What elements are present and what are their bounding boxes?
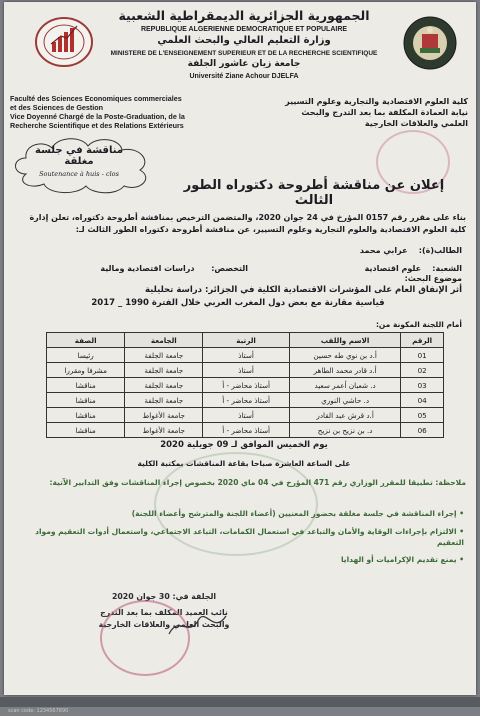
university-logo: [402, 16, 458, 70]
table-cell: جامعة الجلفة: [125, 378, 203, 393]
col-name-header: الاسم واللقب: [289, 333, 400, 348]
signature-line-2: والبحث العلمي والعلاقات الخارجية: [98, 620, 230, 629]
handwritten-signature: [164, 604, 234, 644]
jury-label: أمام اللجنة المكونة من:: [375, 320, 462, 329]
topic-line-1: أثر الإنفاق العام على المؤشرات الاقتصادية الكلية في الجزائر: دراسة تحليلية: [145, 285, 462, 295]
topic-line-2: قياسية مقارنة مع بعض دول المغرب العربي خلال الفترة 1990 _ 2017: [91, 298, 385, 308]
table-cell: أستاذ: [203, 363, 290, 378]
table-cell: 04: [401, 393, 444, 408]
table-cell: أستاذ محاضر - أ: [203, 423, 290, 438]
faculty-fr-line: Faculté des Sciences Economiques commerciales: [10, 94, 182, 103]
faculty-ar-line: العلمي والعلاقات الخارجية: [364, 119, 468, 128]
table-cell: جامعة الجلفة: [125, 393, 203, 408]
faculty-logo: [34, 16, 94, 68]
table-cell: أ.د قادر محمد الطاهر: [289, 363, 400, 378]
table-cell: أستاذ: [203, 408, 290, 423]
specialty-row: [100, 264, 248, 273]
signature-line-1: نائب العميد المكلف بما بعد التدرج: [100, 608, 228, 617]
topic-label: موضوع البحث:: [404, 274, 462, 283]
faculty-ar-line: كلية العلوم الاقتصادية والتجارية وعلوم التسيير: [285, 97, 468, 106]
scanner-footer: [0, 697, 480, 714]
table-cell: 05: [401, 408, 444, 423]
table-row: [47, 363, 444, 378]
ministry-arabic: وزارة التعليم العالي والبحث العلمي: [157, 35, 331, 46]
table-cell: 02: [401, 363, 444, 378]
specialty-label: التخصص:: [211, 264, 248, 273]
table-cell: أستاذ: [203, 348, 290, 363]
candidate-name: عرابي محمد: [359, 246, 408, 255]
table-cell: جامعة الجلفة: [125, 363, 203, 378]
specialty-value: دراسات اقتصادية ومالية: [100, 264, 195, 273]
table-cell: مناقشا: [47, 408, 125, 423]
republic-french: REPUBLIQUE ALGERIENNE DEMOCRATIQUE ET POPULAIRE: [140, 26, 348, 33]
table-cell: مناقشا: [47, 423, 125, 438]
university-french: Université Ziane Achour DJELFA: [189, 73, 299, 80]
table-row: [47, 408, 444, 423]
candidate-row: [360, 246, 462, 255]
faculty-fr-line: Recherche Scientifique et des Relations Extérieurs: [10, 121, 184, 130]
table-cell: د. شعبان أعمر سعيد: [289, 378, 400, 393]
table-cell: رئيسا: [47, 348, 125, 363]
document-page: [4, 2, 476, 695]
faculty-arabic-block: [238, 96, 468, 129]
table-cell: أ.د قرش عبد القادر: [289, 408, 400, 423]
cloud-text-arabic: مناقشة في جلسة مغلقة: [35, 145, 123, 167]
col-number-header: الرقم: [401, 333, 444, 348]
table-row: [47, 378, 444, 393]
branch-value: علوم اقتصادية: [364, 264, 422, 273]
table-cell: جامعة الجلفة: [125, 348, 203, 363]
table-cell: جامعة الأغواط: [125, 423, 203, 438]
measure-item: • الالتزام بإجراءات الوقاية والأمان والتباعد في استعمال الكمامات، التباعد الاجتماعي، واستعمال أدوات التعقيم ومواد التعقيم: [35, 527, 464, 547]
intro-paragraph: بناء على مقرر رقم 0157 المؤرخ في 24 جوان 2020، والمتضمن الترخيص بمناقشة أطروحة دكتوراه، تعلن إدارة كلية العلوم الاقتصادية والعلوم التجارية وعلوم التسيير، عن مناقشة أطروحة دكتوراه الطور الثالث لـ:: [29, 213, 466, 234]
faculty-ar-line: نيابة العمادة المكلفة بما بعد التدرج والبحث: [301, 108, 468, 117]
table-cell: أستاذ محاضر - أ: [203, 378, 290, 393]
table-cell: 06: [401, 423, 444, 438]
table-row: [47, 348, 444, 363]
candidate-label: الطالب(ة):: [418, 246, 462, 255]
col-university-header: الجامعة: [125, 333, 203, 348]
table-cell: مشرفا ومقررا: [47, 363, 125, 378]
measure-text: يمنع تقديم الإكراميات أو الهدايا: [340, 555, 457, 564]
measure-item: • إجراء المناقشة في جلسة مغلقة بحضور المعنيين (أعضاء اللجنة والمترشح وأعضاء اللجنة): [131, 509, 464, 518]
table-cell: 03: [401, 378, 444, 393]
table-cell: د. بن نزيح بن نزيح: [289, 423, 400, 438]
university-arabic: جامعة زيان عاشور الجلفة: [187, 59, 301, 69]
ministry-french: MINISTERE DE L'ENSEIGNEMENT SUPERIEUR ET DE LA RECHERCHE SCIENTIFIQUE: [110, 50, 378, 57]
table-cell: أ.د بن نوي طه حسين: [289, 348, 400, 363]
table-cell: جامعة الأغواط: [125, 408, 203, 423]
defense-date: يوم الخميس الموافق لـ 09 جويلية 2020: [160, 440, 328, 450]
branch-label: الشعبة:: [432, 264, 462, 273]
col-rank-header: الرتبة: [203, 333, 290, 348]
page-title: إعلان عن مناقشة أطروحة دكتوراه الطور الثالث: [183, 178, 445, 208]
covid-note: ملاحظة: تطبيقا للمقرر الوزاري رقم 471 المؤرخ في 04 ماي 2020 بخصوص إجراء المناقشات وفق التدابير الآتية:: [49, 478, 466, 487]
faculty-french-block: [10, 94, 225, 130]
signature-place-date: الجلفة في: 30 جوان 2020: [111, 592, 217, 601]
table-cell: د. حاشي النوري: [289, 393, 400, 408]
table-row: [47, 423, 444, 438]
measure-text: الالتزام بإجراءات الوقاية والأمان والتباعد في استعمال الكمامات، التباعد الاجتماعي، واستعمال أدوات التعقيم ومواد التعقيم: [35, 527, 464, 547]
faculty-fr-line: Vice Doyenné Chargé de la Poste-Graduation, de la: [10, 112, 185, 121]
table-cell: مناقشا: [47, 378, 125, 393]
republic-arabic: الجمهورية الجزائرية الديمقراطية الشعبية: [118, 8, 370, 23]
faculty-fr-line: et des Sciences de Gestion: [10, 103, 104, 112]
defense-time-place: على الساعة العاشرة صباحا بقاعة المناقشات بمكتبة الكلية: [137, 459, 351, 468]
table-cell: 01: [401, 348, 444, 363]
jury-table: [46, 332, 444, 438]
col-role-header: الصفة: [47, 333, 125, 348]
table-cell: أستاذ محاضر - أ: [203, 393, 290, 408]
footer-text: scan code: 1234567890: [8, 708, 69, 714]
table-cell: مناقشا: [47, 393, 125, 408]
cloud-text-french: Soutenance à huis - clos: [39, 170, 119, 178]
table-row: [47, 393, 444, 408]
jury-header-row: [47, 333, 444, 348]
measure-text: إجراء المناقشة في جلسة مغلقة بحضور المعنيين (أعضاء اللجنة والمترشح وأعضاء اللجنة): [131, 509, 457, 518]
branch-row: [365, 264, 462, 273]
measure-item: • يمنع تقديم الإكراميات أو الهدايا: [340, 555, 464, 564]
